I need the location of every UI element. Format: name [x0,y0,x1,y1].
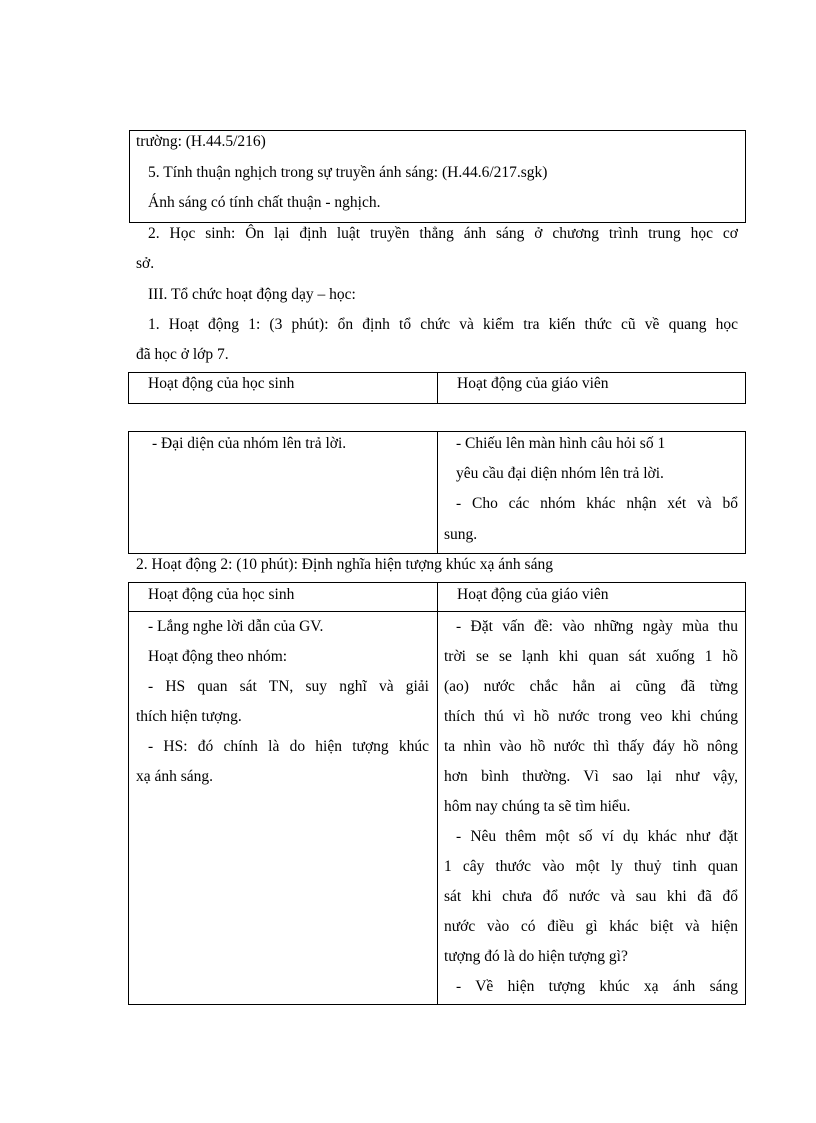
table3-teacher-line-8: - Nêu thêm một số ví dụ khác như đặt [456,828,738,845]
table3-teacher-line-7: hôm nay chúng ta sẽ tìm hiểu. [444,798,631,815]
table1-header-student: Hoạt động của học sinh [148,375,295,392]
table2-student-line-1: - Đại diện của nhóm lên trả lời. [152,435,347,452]
table3-teacher-line-6: hơn bình thường. Vì sao lại như vậy, [444,768,738,785]
paragraph-review-line-2: sở. [136,255,155,272]
table3-student-line-3: - HS quan sát TN, suy nghĩ và giải [148,678,429,695]
table3-divider [437,582,438,1005]
table3-teacher-line-4: thích thú vì hồ nước trong veo khi chúng [444,708,738,725]
table1-header-teacher: Hoạt động của giáo viên [457,375,609,392]
summary-line-3: Ánh sáng có tính chất thuận - nghịch. [148,194,381,211]
summary-line-1: trường: (H.44.5/216) [136,133,266,150]
table3-teacher-line-13: - Về hiện tượng khúc xạ ánh sáng [456,978,738,995]
activity1-line-2: đã học ở lớp 7. [136,346,229,363]
table3-header-teacher: Hoạt động của giáo viên [457,586,609,603]
table2-teacher-line-4: sung. [444,526,478,543]
table1-divider [437,372,438,404]
table3-teacher-line-1: - Đặt vấn đề: vào những ngày mùa thu [456,618,738,635]
table3-student-line-1: - Lắng nghe lời dẫn của GV. [148,618,324,635]
table3-teacher-line-2: trời se se lạnh khi quan sát xuống 1 hồ [444,648,738,665]
table3-teacher-line-10: sát khi chưa đổ nước và sau khi đã đổ [444,888,738,905]
activity2-title: 2. Hoạt động 2: (10 phút): Định nghĩa hiện tượng khúc xạ ánh sáng [136,556,553,573]
table3-student-line-6: xạ ánh sáng. [136,768,214,785]
summary-line-2: 5. Tính thuận nghịch trong sự truyền ánh sáng: (H.44.6/217.sgk) [148,164,548,181]
activity1-line-1: 1. Hoạt động 1: (3 phút): ổn định tổ chức và kiểm tra kiến thức cũ về quang học [148,316,738,333]
table2-teacher-line-3: - Cho các nhóm khác nhận xét và bổ [456,495,738,512]
table2-teacher-line-1: - Chiếu lên màn hình câu hỏi số 1 [456,435,666,452]
table3-student-line-4: thích hiện tượng. [136,708,242,725]
table2-teacher-line-2: yêu cầu đại diện nhóm lên trả lời. [456,465,664,482]
table3-teacher-line-12: tượng đó là do hiện tượng gì? [444,948,628,965]
table3-teacher-line-5: ta nhìn vào hồ nước thì thấy đáy hồ nông [444,738,738,755]
table3-header-rule [128,611,746,612]
table3-header-student: Hoạt động của học sinh [148,586,295,603]
paragraph-review-line-1: 2. Học sinh: Ôn lại định luật truyền thẳng ánh sáng ở chương trình trung học cơ [148,225,738,242]
table3-student-line-5: - HS: đó chính là do hiện tượng khúc [148,738,429,755]
section-heading-activities: III. Tổ chức hoạt động dạy – học: [148,286,356,303]
table3-teacher-line-9: 1 cây thước vào một ly thuỷ tinh quan [444,858,738,875]
table3-teacher-line-11: nước vào có điều gì khác biệt và hiện [444,918,738,935]
table3-student-line-2: Hoạt động theo nhóm: [148,648,288,665]
table2-divider [437,431,438,554]
table3-teacher-line-3: (ao) nước chắc hẳn ai cũng đã từng [444,678,738,695]
